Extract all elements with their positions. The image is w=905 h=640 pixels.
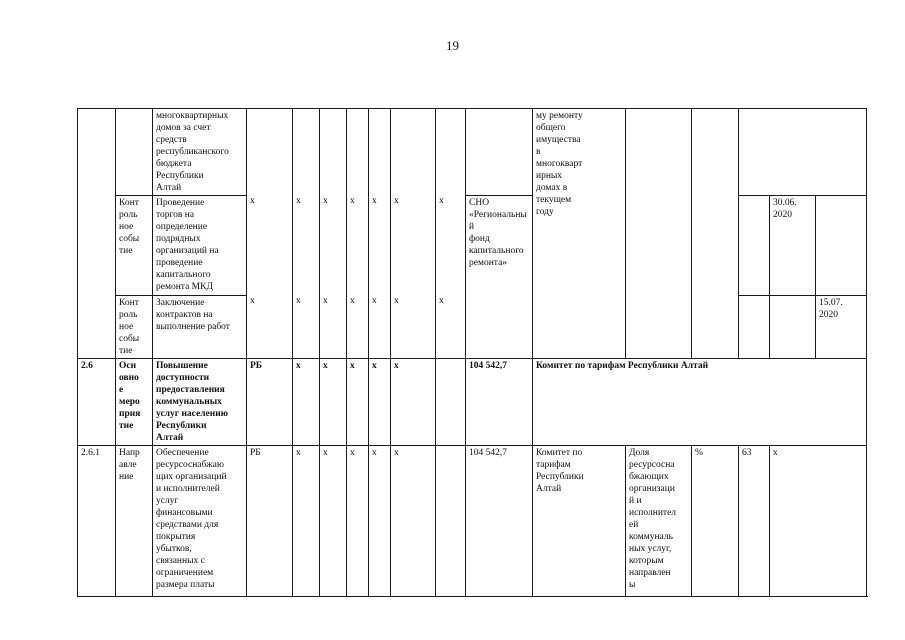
cell-date-c bbox=[816, 196, 867, 296]
cell-value bbox=[692, 109, 739, 359]
table-row bbox=[78, 109, 867, 196]
x-mark: x bbox=[350, 196, 355, 206]
cell-x bbox=[436, 359, 466, 446]
cell-name: Повышение доступности предоставления коммунальных услуг населению Республики Алтай bbox=[153, 359, 247, 446]
cell-num: 2.6.1 bbox=[78, 446, 116, 597]
cell-date-b: 30.06. 2020 bbox=[770, 196, 816, 296]
cell-amount: 104 542,7 bbox=[466, 446, 533, 597]
cell-x bbox=[369, 109, 391, 359]
cell-x: x bbox=[369, 359, 391, 446]
cell-type: Конт роль ное собы тие bbox=[116, 296, 153, 359]
cell-x: x bbox=[347, 446, 369, 597]
cell-dates bbox=[739, 109, 867, 196]
program-table bbox=[77, 108, 867, 597]
x-mark: x bbox=[296, 196, 301, 206]
cell-name: многоквартирных домов за счет средств республиканского бюджета Республики Алтай bbox=[153, 109, 247, 196]
cell-date-b bbox=[770, 296, 816, 359]
x-mark: x bbox=[439, 196, 444, 206]
cell-value: 63 bbox=[739, 446, 770, 597]
x-mark: x bbox=[250, 196, 255, 206]
cell-agency bbox=[466, 109, 533, 196]
cell-name: Обеспечение ресурсоснабжаю щих организаций и исполнителей услуг финансовыми средствами для покрытия убытков, связанных с ограничением размера платы bbox=[153, 446, 247, 597]
table-row bbox=[78, 446, 867, 597]
table-row bbox=[78, 359, 867, 446]
cell-x: x bbox=[293, 446, 320, 597]
cell-x bbox=[436, 446, 466, 597]
cell-date-a bbox=[739, 196, 770, 296]
cell-num bbox=[78, 109, 116, 359]
x-mark: x bbox=[323, 196, 328, 206]
x-mark: x bbox=[323, 296, 328, 306]
cell-x bbox=[293, 109, 320, 359]
cell-name: Проведение торгов на определение подрядных организаций на проведение капитального ремонта МКД bbox=[153, 196, 247, 296]
cell-unit: % bbox=[692, 446, 739, 597]
cell-source: РБ bbox=[247, 446, 293, 597]
cell-x bbox=[347, 109, 369, 359]
x-mark: x bbox=[250, 296, 255, 306]
cell-x: x bbox=[293, 359, 320, 446]
cell-source bbox=[247, 109, 293, 359]
x-mark: x bbox=[372, 296, 377, 306]
cell-x: x bbox=[391, 446, 436, 597]
cell-num: 2.6 bbox=[78, 359, 116, 446]
cell-x: x bbox=[320, 359, 347, 446]
cell-date-c: 15.07. 2020 bbox=[816, 296, 867, 359]
cell-x: x bbox=[347, 359, 369, 446]
x-mark: x bbox=[439, 296, 444, 306]
cell-x: x bbox=[369, 446, 391, 597]
x-mark: x bbox=[296, 296, 301, 306]
cell-agency: Комитет по тарифам Республики Алтай bbox=[533, 446, 626, 597]
cell-indicator: Доля ресурсосна бжающих организаци й и исполнител ей коммуналь ных услуг, которым направлен ы bbox=[626, 446, 692, 597]
cell-agency-wide: Комитет по тарифам Республики Алтай bbox=[533, 359, 867, 446]
cell-x: x bbox=[391, 359, 436, 446]
x-mark: x bbox=[394, 296, 399, 306]
table-row bbox=[78, 196, 867, 296]
cell-agency: СНО «Региональный фонд капитального ремонта» bbox=[466, 196, 533, 359]
cell-unit bbox=[626, 109, 692, 359]
cell-date-a bbox=[739, 296, 770, 359]
cell-x bbox=[391, 109, 436, 359]
cell-name: Заключение контрактов на выполнение работ bbox=[153, 296, 247, 359]
cell-indicator: му ремонту общего имущества в многокварт ирных домах в текущем году bbox=[533, 109, 626, 359]
cell-x: x bbox=[320, 446, 347, 597]
cell-source: РБ bbox=[247, 359, 293, 446]
cell-type bbox=[116, 109, 153, 196]
cell-type: Конт роль ное собы тие bbox=[116, 196, 153, 296]
x-mark: x bbox=[394, 196, 399, 206]
page-number: 19 bbox=[446, 38, 459, 53]
cell-type: Напр авле ние bbox=[116, 446, 153, 597]
x-mark: x bbox=[372, 196, 377, 206]
cell-amount: 104 542,7 bbox=[466, 359, 533, 446]
cell-dates: x bbox=[770, 446, 867, 597]
cell-x bbox=[320, 109, 347, 359]
cell-type: Осн овно е меро прия тие bbox=[116, 359, 153, 446]
cell-x bbox=[436, 109, 466, 359]
x-mark: x bbox=[350, 296, 355, 306]
